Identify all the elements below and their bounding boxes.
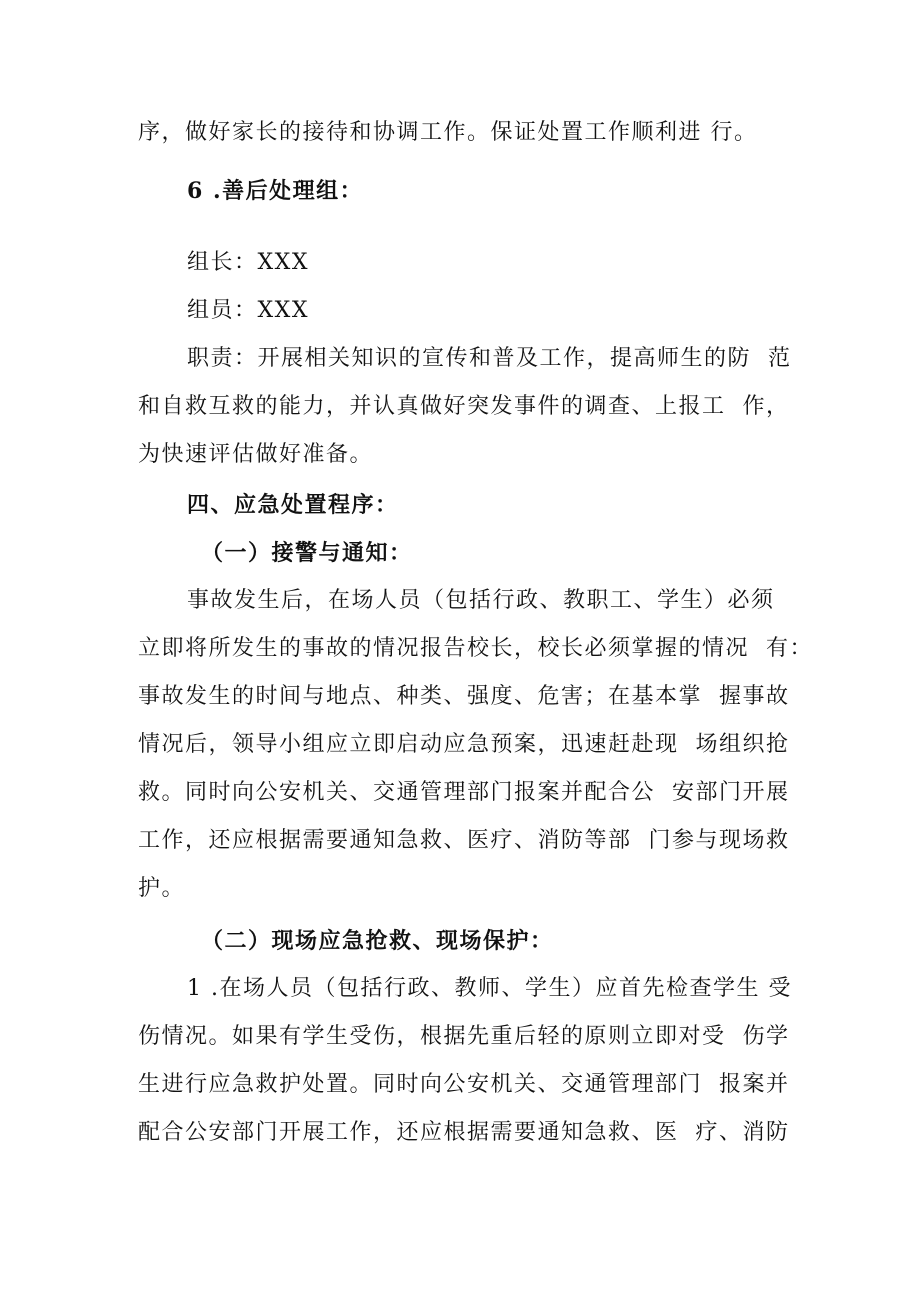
section-heading-emergency-procedure: 四、应急处置程序：: [187, 492, 399, 518]
paragraph-line: 序，做好家长的接待和协调工作。保证处置工作顺利进 行。: [138, 120, 758, 145]
paragraph-line: 立即将所发生的事故的情况报告校长，校长必须掌握的情况 有：: [138, 636, 813, 661]
section-heading-aftermath-team: 6 .善后处理组：: [187, 178, 364, 204]
subsection-heading-onsite-rescue: （二）现场应急抢救、现场保护：: [201, 928, 554, 954]
paragraph-line: 情况后，领导小组应立即启动应急预案，迅速赶赴现 场组织抢: [138, 732, 790, 757]
paragraph-line: 1 .在场人员（包括行政、教师、学生）应首先检查学生 受: [187, 976, 792, 1001]
paragraph-line: 救。同时向公安机关、交通管理部门报案并配合公 安部门开展: [138, 780, 790, 805]
paragraph-line: 职责：开展相关知识的宣传和普及工作，提高师生的防 范: [187, 346, 792, 371]
paragraph-line: 工作，还应根据需要通知急救、医疗、消防等部 门参与现场救: [138, 828, 790, 853]
paragraph-line: 生进行应急救护处置。同时向公安机关、交通管理部门 报案并: [138, 1072, 790, 1097]
paragraph-line: 伤情况。如果有学生受伤，根据先重后轻的原则立即对受 伤学: [138, 1024, 790, 1049]
subsection-heading-alarm-notification: （一）接警与通知：: [201, 540, 413, 566]
paragraph-line: 护。: [138, 876, 186, 901]
paragraph-line: 为快速评估做好准备。: [138, 442, 374, 467]
paragraph-line: 事故发生的时间与地点、种类、强度、危害；在基本掌 握事故: [138, 684, 790, 709]
paragraph-line: 配合公安部门开展工作，还应根据需要通知急救、医 疗、消防: [138, 1120, 790, 1145]
paragraph-line: 和自救互救的能力，并认真做好突发事件的调查、上报工 作，: [138, 394, 790, 419]
team-leader-line: 组长：XXX: [187, 250, 309, 275]
paragraph-line: 事故发生后，在场人员（包括行政、教职工、学生）必须: [187, 588, 775, 613]
team-member-line: 组员：XXX: [187, 298, 309, 323]
